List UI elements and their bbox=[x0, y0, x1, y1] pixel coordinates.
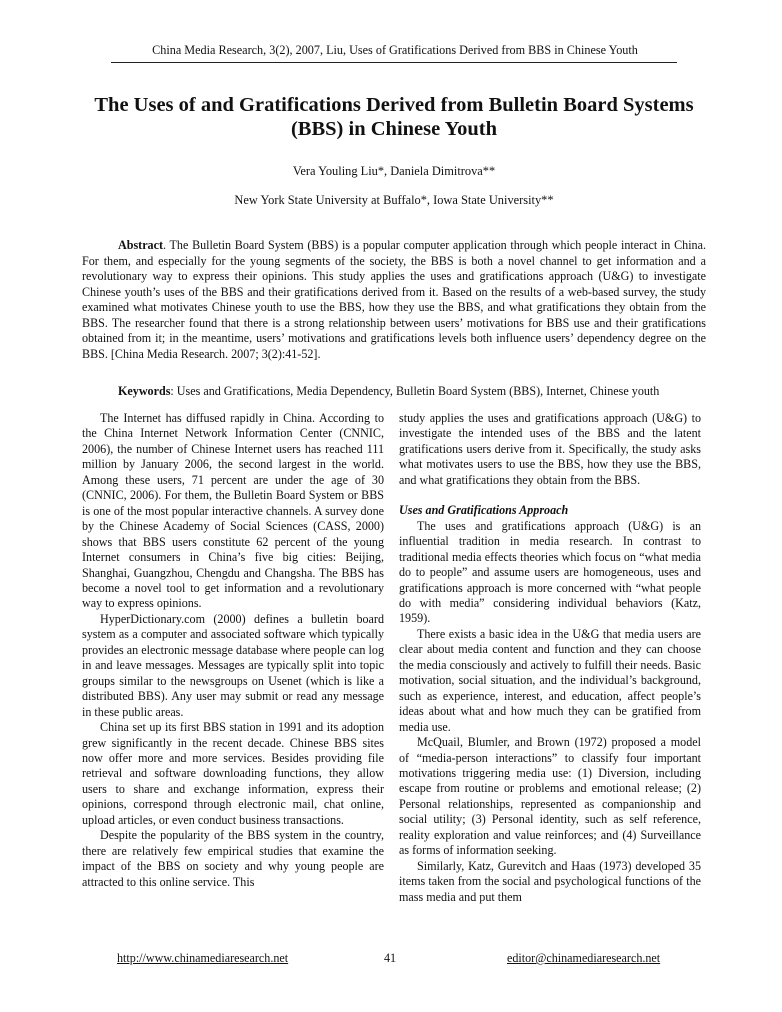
running-header: China Media Research, 3(2), 2007, Liu, Uses of Gratifications Derived from BBS in Chinese Youth bbox=[152, 43, 638, 57]
affiliation: New York State University at Buffalo*, Iowa State University** bbox=[234, 193, 554, 207]
header-divider bbox=[111, 62, 677, 63]
authors: Vera Youling Liu*, Daniela Dimitrova** bbox=[292, 164, 496, 178]
abstract-label: Abstract bbox=[118, 238, 164, 252]
body-paragraph: HyperDictionary.com (2000) defines a bulletin board system as a computer and associated software which typically provides an electronic message database where people can log in and leave messages. Messages are typically split into topic groups similar to the newsgroups on Usenet (which is like a distributed BBS). Any user may submit or read any message in these public areas. bbox=[82, 611, 384, 719]
body-paragraph: The Internet has diffused rapidly in China. According to the China Internet Network Information Center (CNNIC, 2006), the number of Chinese Internet users has reached 111 million by January 2006, the second largest in the world. Among these users, 71 percent are under the age of 30 (CNNIC, 2006). For them, the Bulletin Board System or BBS is one of the most popular interactive channels. A survey done by the Chinese Academy of Social Sciences (CASS, 2000) shows that BBS users constitute 62 percent of the young Internet consumers in China’s five big cities: Beijing, Shanghai, Guangzhou, Chengdu and Changsha. The BBS has become a novel tool to get information and a revolutionary way to express opinions. bbox=[82, 411, 384, 611]
abstract bbox=[82, 238, 706, 362]
email-link[interactable]: editor@chinamediaresearch.net bbox=[507, 951, 661, 965]
keywords bbox=[82, 384, 706, 400]
body-paragraph: Despite the popularity of the BBS system in the country, there are relatively few empirical studies that examine the impact of the BBS on society and why young people are attracted to this online service. This bbox=[82, 828, 384, 889]
body-paragraph: McQuail, Blumler, and Brown (1972) proposed a model of “media-person interactions” to classify four important motivations triggering media use: (1) Diversion, including escape from routine or problems and emotional release; (2) Personal relationships, represented as companionship and social utility; (3) Personal identity, such as self reference, reality exploration and value reinforces; and (4) Surveillance as forms of information seeking. bbox=[399, 735, 701, 858]
left-column bbox=[82, 411, 384, 890]
keywords-label: Keywords bbox=[118, 384, 171, 398]
body-paragraph: The uses and gratifications approach (U&G) is an influential tradition in media research. In contrast to traditional media effects theories which focus on “what media do to people” and assume users are homogeneous, uses and gratifications approach is more concerned with “what people do with media” considering individual behaviors (Katz, 1959). bbox=[399, 518, 701, 626]
keywords-text: : Uses and Gratifications, Media Dependency, Bulletin Board System (BBS), Internet, Chinese youth bbox=[170, 384, 660, 398]
body-paragraph: China set up its first BBS station in 1991 and its adoption grew significantly in the recent decade. Chinese BBS sites now offer more and more services. Besides providing file retrieval and software downloading functions, they allow users to share and exchange information, express their opinions, correspond through electronic mail, chat online, upload articles, or even conduct business transactions. bbox=[82, 720, 384, 827]
body-paragraph: There exists a basic idea in the U&G that media users are clear about media content and function and they can choose the media consciously and actively to fulfill their needs. Basic motivation, social situation, and the individual’s background, such as experience, interest, and education, affect people’s ideas about what and how much they can be gratified from media use. bbox=[399, 626, 701, 734]
abstract-text: . The Bulletin Board System (BBS) is a popular computer application through which people interact in China. For them, and especially for the young segments of the society, the BBS is both a novel channel to get information and a revolutionary way to express their opinions. This study applies the uses and gratifications approach (U&G) to investigate Chinese youth’s uses of the BBS and their gratifications derived from it. Based on the results of a web-based survey, the study examined what motivates Chinese youth to use the BBS, how they use the BBS, and what gratifications they obtain from the BBS. The researcher found that there is a strong relationship between users’ motivations for BBS use and their gratifications obtained from it; in the meantime, users’ motivations and gratifications levels both influence users’ dependency degree on the BBS. [China Media Research. 2007; 3(2):41-52]. bbox=[82, 238, 706, 361]
body-paragraph: Similarly, Katz, Gurevitch and Haas (1973) developed 35 items taken from the social and psychological functions of the mass media and put them bbox=[399, 858, 701, 904]
body-paragraph-continuation: study applies the uses and gratifications approach (U&G) to investigate the intended uses of the BBS and the latent gratifications users derive from it. Specifically, the study asks what motivates users to use the BBS, how they use the BBS, and what gratifications they obtain from the BBS. bbox=[399, 411, 701, 487]
right-column bbox=[399, 411, 701, 905]
paper-title: The Uses of and Gratifications Derived from Bulletin Board Systems (BBS) in Chinese Youth bbox=[94, 94, 694, 140]
page-number: 41 bbox=[384, 951, 397, 965]
section-heading: Uses and Gratifications Approach bbox=[399, 503, 569, 518]
website-link[interactable]: http://www.chinamediaresearch.net bbox=[117, 951, 289, 965]
